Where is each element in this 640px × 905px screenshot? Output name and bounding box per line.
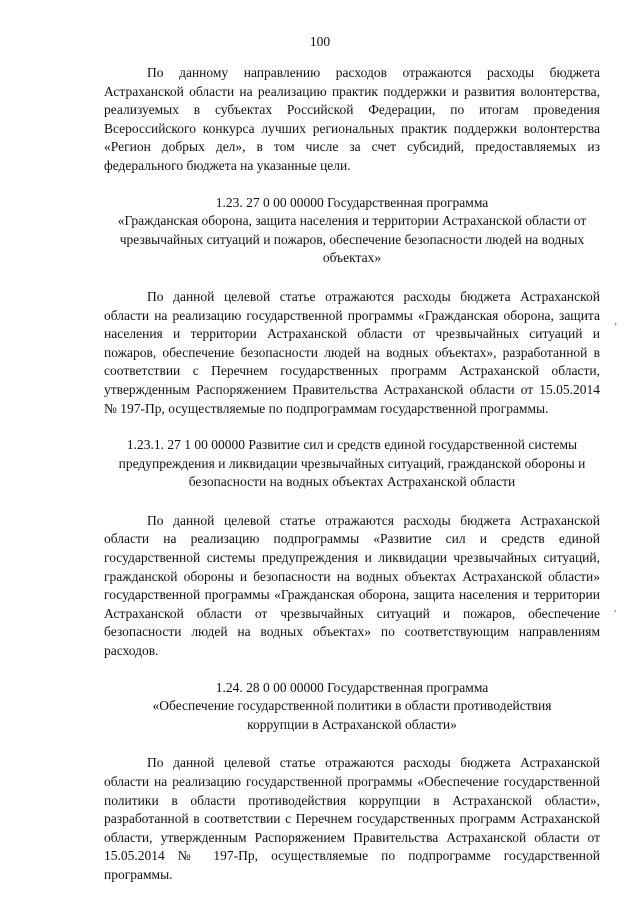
- margin-mark: ’: [614, 322, 618, 333]
- section-heading-1-24: [104, 679, 600, 735]
- heading-line: «Гражданская оборона, защита населения и территории Астраханской области от чрезвычайных ситуаций и пожаров, обеспечение безопасности людей на водных объектах»: [117, 213, 587, 266]
- paragraph-anti-corruption-program: По данной целевой статье отражаются расходы бюджета Астраханской области на реализацию государственной программы «Обеспечение государственной политики в области противодействия коррупции в Астраханской области», разработанной в соответствии с Перечнем государственных программ Астраханской области, утвержденным Распоряжением Правительства Астраханской области от 15.05.2014 № 197-Пр, осуществляемые по подпрограмме государственной программы.: [104, 755, 600, 882]
- heading-line: 1.23. 27 0 00 00000 Государственная программа: [215, 194, 489, 210]
- paragraph-civil-defense-program: По данной целевой статье отражаются расходы бюджета Астраханской области на реализацию государственной программы «Гражданская оборона, защита населения и территории Астраханской области от чрезвычайных ситуаций и пожаров, обеспечение безопасности людей на водных объектах», разработанной в соответствии с Перечнем государственных программ Астраханской области, утвержденным Распоряжением Правительства Астраханской области от 15.05.2014 № 197-Пр, осуществляемые по подпрограммам государственной программы.: [104, 288, 600, 416]
- heading-line: 1.23.1. 27 1 00 00000 Развитие сил и средств единой государственной системы предупреждения и ликвидации чрезвычайных ситуаций, гражданской обороны и безопасности на водных объектах Астраханской области: [118, 437, 586, 490]
- heading-line: «Обеспечение государственной политики в области противодействия коррупции в Астраханской области»: [152, 698, 552, 732]
- heading-line: 1.24. 28 0 00 00000 Государственная программа: [215, 679, 489, 695]
- section-heading-1-23: [104, 194, 600, 268]
- document-body: [104, 64, 600, 885]
- section-heading-1-23-1: [104, 436, 600, 492]
- paragraph-volunteering: По данному направлению расходов отражаются расходы бюджета Астраханской области на реализацию практик поддержки и развития волонтерства, реализуемых в субъектах Российской Федерации, по итогам проведения Всероссийского конкурса лучших региональных практик поддержки волонтерства «Регион добрых дел», в том числе за счет субсидий, предоставляемых из федерального бюджета на указанные цели.: [104, 65, 600, 173]
- paragraph-civil-defense-subprogram: По данной целевой статье отражаются расходы бюджета Астраханской области на реализацию подпрограммы «Развитие сил и средств единой государственной системы предупреждения и ликвидации чрезвычайных ситуаций, гражданской обороны и безопасности на водных объектах Астраханской области» государственной программы «Гражданская оборона, защита населения и территории Астраханской области от чрезвычайных ситуаций и пожаров, обеспечение безопасности людей на водных объектах» по соответствующим направлениям расходов.: [104, 512, 600, 659]
- page-number: 100: [309, 34, 331, 49]
- margin-mark: ,: [614, 603, 617, 614]
